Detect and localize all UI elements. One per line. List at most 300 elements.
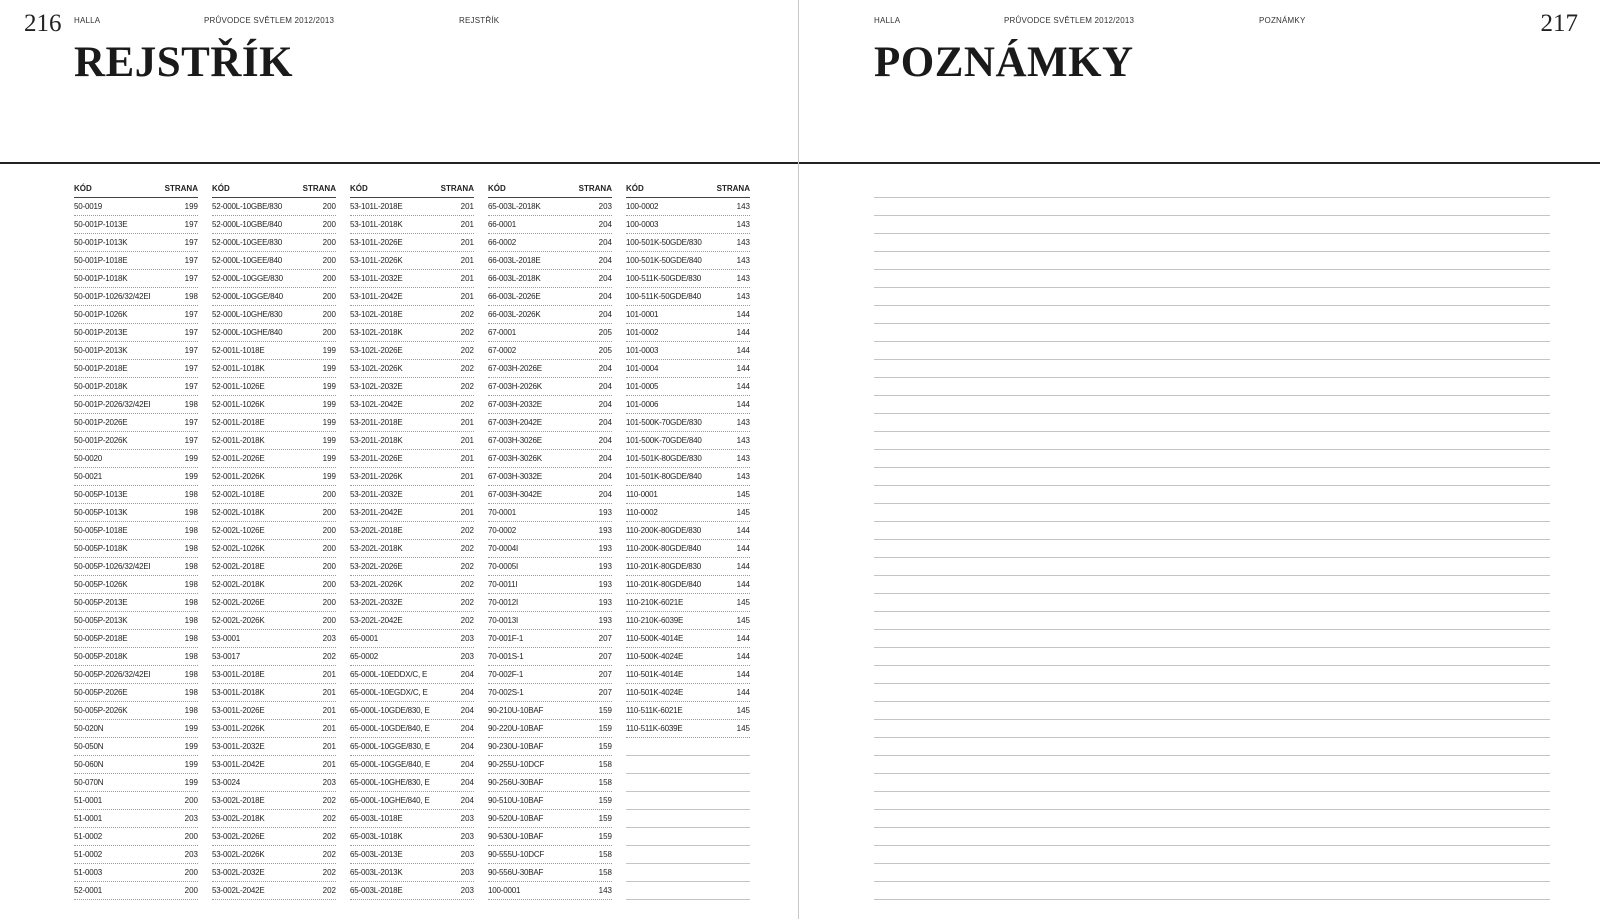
page-reference: 199 [184,724,198,733]
index-row [488,774,612,792]
empty-row [626,810,750,828]
index-row [350,342,474,360]
note-line [874,324,1550,342]
product-code: 50-005P-1013E [74,490,128,499]
page-reference: 144 [736,526,750,535]
note-line [874,216,1550,234]
product-code: 50-001P-1026/32/42EI [74,292,151,301]
product-code: 53-101L-2032E [350,274,403,283]
note-line [874,846,1550,864]
index-row [212,432,336,450]
product-code: 65-000L-10EDDX/C, E [350,670,428,679]
product-code: 90-255U-10DCF [488,760,545,769]
page-reference: 204 [460,724,474,733]
page-reference: 201 [322,706,336,715]
product-code: 110-201K-80GDE/840 [626,580,701,589]
page-reference: 201 [460,508,474,517]
product-code: 50-005P-2026E [74,688,128,697]
product-code: 100-0001 [488,886,521,895]
page-reference: 159 [598,832,612,841]
note-line [874,414,1550,432]
note-line [874,288,1550,306]
product-code: 50-001P-2026/32/42EI [74,400,151,409]
product-code: 90-530U-10BAF [488,832,544,841]
page-reference: 159 [598,814,612,823]
page-reference: 204 [598,454,612,463]
product-code: 110-0002 [626,508,658,517]
product-code: 100-0003 [626,220,659,229]
page-reference: 143 [736,454,750,463]
product-code: 53-202L-2018E [350,526,403,535]
product-code: 52-001L-2018E [212,418,265,427]
empty-row [626,756,750,774]
page-reference: 200 [322,526,336,535]
product-code: 50-001P-2013K [74,346,128,355]
product-code: 66-003L-2026E [488,292,541,301]
product-code: 51-0001 [74,814,102,823]
page-reference: 158 [598,850,612,859]
index-row [350,414,474,432]
page-reference: 202 [460,310,474,319]
page-reference: 203 [460,886,474,895]
index-row [626,594,750,612]
index-row [488,810,612,828]
product-code: 100-511K-50GDE/840 [626,292,701,301]
index-row [626,306,750,324]
index-row [212,846,336,864]
page-reference: 200 [322,580,336,589]
page-reference: 200 [322,508,336,517]
index-row [74,774,198,792]
note-line [874,486,1550,504]
index-row [74,540,198,558]
page-reference: 200 [184,832,198,841]
page-reference: 201 [460,274,474,283]
index-row [488,828,612,846]
product-code: 100-501K-50GDE/830 [626,238,702,247]
page-reference: 199 [322,382,336,391]
note-line [874,684,1550,702]
product-code: 101-0001 [626,310,659,319]
index-row [212,810,336,828]
index-row [488,198,612,216]
page-reference: 201 [322,724,336,733]
page-reference: 144 [736,580,750,589]
index-row [626,576,750,594]
page-reference: 207 [598,688,612,697]
page-reference: 193 [598,508,612,517]
page-reference: 143 [736,274,750,283]
page-reference: 199 [322,364,336,373]
index-row [74,342,198,360]
index-row [74,882,198,900]
product-code: 53-102L-2018K [350,328,403,337]
product-code: 70-002F-1 [488,670,524,679]
index-row [212,378,336,396]
page-reference: 158 [598,868,612,877]
page-reference: 204 [598,490,612,499]
product-code: 53-201L-2018E [350,418,403,427]
product-code: 70-0004I [488,544,518,553]
page-reference: 200 [322,562,336,571]
index-row [350,378,474,396]
product-code: 90-230U-10BAF [488,742,544,751]
page-number: 217 [1540,10,1578,37]
index-row [74,324,198,342]
product-code: 51-0003 [74,868,102,877]
index-row [212,360,336,378]
running-head-section: REJSTŘÍK [459,16,500,25]
index-row [488,342,612,360]
product-code: 53-201L-2026K [350,472,403,481]
index-row [212,774,336,792]
index-row [488,522,612,540]
index-row [74,504,198,522]
index-row [626,414,750,432]
index-row [626,288,750,306]
index-row [212,288,336,306]
page-reference: 159 [598,724,612,733]
index-row [626,630,750,648]
index-row [626,216,750,234]
product-code: 52-002L-2018E [212,562,265,571]
right-page [799,0,1600,919]
note-line [874,576,1550,594]
index-row [74,252,198,270]
product-code: 50-005P-2013E [74,598,128,607]
product-code: 90-210U-10BAF [488,706,544,715]
product-code: 66-0001 [488,220,516,229]
page-reference: 193 [598,544,612,553]
note-line [874,594,1550,612]
page-reference: 199 [322,454,336,463]
page-reference: 203 [460,814,474,823]
product-code: 101-0006 [626,400,659,409]
index-row [74,378,198,396]
page-reference: 203 [460,634,474,643]
product-code: 53-101L-2026E [350,238,403,247]
index-row [212,630,336,648]
page-reference: 144 [736,400,750,409]
index-row [74,846,198,864]
page-reference: 201 [460,292,474,301]
product-code: 101-0002 [626,328,659,337]
index-row [350,270,474,288]
left-page [0,0,798,919]
index-row [350,216,474,234]
product-code: 66-003L-2026K [488,310,541,319]
product-code: 110-511K-6039E [626,724,683,733]
product-code: 70-0001 [488,508,516,517]
product-code: 70-0002 [488,526,516,535]
running-head-book-title: PRŮVODCE SVĚTLEM 2012/2013 [204,16,335,25]
page-reference: 202 [460,544,474,553]
index-row [488,432,612,450]
page-reference: 198 [184,544,198,553]
page-reference: 202 [460,382,474,391]
empty-row [626,864,750,882]
page-reference: 201 [322,688,336,697]
index-row [350,486,474,504]
page-reference: 207 [598,634,612,643]
index-row [212,324,336,342]
page-reference: 199 [184,472,198,481]
index-row [350,702,474,720]
product-code: 53-001L-2026E [212,706,265,715]
note-line [874,792,1550,810]
empty-row [626,738,750,756]
product-code: 110-200K-80GDE/830 [626,526,701,535]
page-reference: 159 [598,796,612,805]
page-reference: 201 [322,670,336,679]
page-reference: 200 [322,202,336,211]
product-code: 53-201L-2018K [350,436,403,445]
note-line [874,882,1550,900]
page-reference: 193 [598,562,612,571]
index-row [212,234,336,252]
index-row [488,360,612,378]
product-code: 65-003L-1018K [350,832,403,841]
page-reference: 197 [184,364,198,373]
product-code: 53-0017 [212,652,240,661]
index-row [212,666,336,684]
index-row [212,468,336,486]
index-row [626,360,750,378]
product-code: 52-000L-10GBE/840 [212,220,282,229]
product-code: 70-001S-1 [488,652,524,661]
note-line [874,198,1550,216]
note-line [874,702,1550,720]
index-row [74,198,198,216]
product-code: 53-101L-2018E [350,202,403,211]
page-reference: 204 [598,220,612,229]
product-code: 65-003L-2018K [488,202,541,211]
index-row [626,252,750,270]
header-page-label: STRANA [164,184,198,193]
index-row [626,558,750,576]
page-reference: 199 [322,346,336,355]
product-code: 53-201L-2032E [350,490,403,499]
index-row [212,558,336,576]
product-code: 53-102L-2032E [350,382,403,391]
product-code: 50-001P-2026K [74,436,128,445]
index-row [212,684,336,702]
page-reference: 198 [184,400,198,409]
page-reference: 199 [184,742,198,751]
index-row [74,216,198,234]
product-code: 52-001L-1018K [212,364,265,373]
page-reference: 203 [322,634,336,643]
page-number: 216 [24,10,62,37]
header-code-label: KÓD [212,184,230,193]
index-row [74,558,198,576]
index-row [488,702,612,720]
page-reference: 198 [184,706,198,715]
product-code: 50-001P-2013E [74,328,128,337]
index-row [350,810,474,828]
page-reference: 143 [736,238,750,247]
index-row [488,396,612,414]
index-row [488,450,612,468]
index-row [350,324,474,342]
empty-row [626,774,750,792]
running-head-publisher: HALLA [874,16,901,25]
index-row [212,198,336,216]
index-row [626,504,750,522]
product-code: 50-005P-1018E [74,526,128,535]
page-reference: 204 [598,472,612,481]
note-line [874,396,1550,414]
page-reference: 199 [184,760,198,769]
index-row [350,432,474,450]
index-row [212,576,336,594]
product-code: 65-000L-10GHE/830, E [350,778,430,787]
product-code: 52-000L-10GHE/840 [212,328,283,337]
index-row [74,738,198,756]
index-row [626,378,750,396]
product-code: 65-003L-2018E [350,886,403,895]
page-reference: 201 [460,454,474,463]
page-reference: 197 [184,220,198,229]
index-row [626,540,750,558]
note-line [874,306,1550,324]
product-code: 67-003H-2026K [488,382,542,391]
index-row [350,612,474,630]
note-line [874,432,1550,450]
page-reference: 199 [184,202,198,211]
page-reference: 204 [460,778,474,787]
page-reference: 202 [322,652,336,661]
index-column-header [350,180,474,198]
product-code: 53-001L-2032E [212,742,265,751]
page-reference: 144 [736,688,750,697]
page-reference: 203 [322,778,336,787]
product-code: 70-0013I [488,616,518,625]
product-code: 50-020N [74,724,104,733]
page-reference: 202 [322,814,336,823]
index-row [488,234,612,252]
page-reference: 198 [184,616,198,625]
index-row [74,288,198,306]
header-code-label: KÓD [350,184,368,193]
index-row [212,396,336,414]
product-code: 50-001P-2018E [74,364,128,373]
product-code: 70-001F-1 [488,634,524,643]
page-reference: 203 [184,850,198,859]
index-row [626,684,750,702]
page-reference: 201 [460,490,474,499]
product-code: 52-0001 [74,886,102,895]
note-line [874,612,1550,630]
page-reference: 193 [598,526,612,535]
index-row [488,594,612,612]
index-row [74,612,198,630]
running-head-publisher: HALLA [74,16,101,25]
page-reference: 204 [460,670,474,679]
index-row [212,270,336,288]
note-line [874,468,1550,486]
index-row [626,396,750,414]
index-row [74,666,198,684]
note-line [874,540,1550,558]
index-row [350,864,474,882]
product-code: 50-0021 [74,472,102,481]
product-code: 53-002L-2032E [212,868,265,877]
page-reference: 205 [598,328,612,337]
page-reference: 193 [598,580,612,589]
empty-row [626,882,750,900]
page-reference: 144 [736,346,750,355]
index-column-header [212,180,336,198]
running-head-section: POZNÁMKY [1259,16,1306,25]
page-reference: 143 [736,256,750,265]
page-reference: 145 [736,724,750,733]
page-reference: 143 [736,202,750,211]
page-reference: 144 [736,310,750,319]
page-reference: 200 [184,796,198,805]
index-row [212,486,336,504]
product-code: 65-003L-1018E [350,814,403,823]
product-code: 67-003H-3026E [488,436,542,445]
index-row [74,396,198,414]
index-row [626,432,750,450]
index-row [350,396,474,414]
product-code: 53-001L-2026K [212,724,265,733]
note-line [874,522,1550,540]
index-row [350,522,474,540]
product-code: 50-005P-2026K [74,706,128,715]
product-code: 50-001P-1018K [74,274,128,283]
page-reference: 203 [460,868,474,877]
page-reference: 159 [598,706,612,715]
page-reference: 202 [460,598,474,607]
product-code: 90-220U-10BAF [488,724,544,733]
product-code: 110-210K-6021E [626,598,684,607]
product-code: 53-001L-2018E [212,670,265,679]
product-code: 52-002L-1018E [212,490,265,499]
product-code: 101-500K-70GDE/830 [626,418,702,427]
index-row [488,414,612,432]
note-line [874,504,1550,522]
index-row [74,864,198,882]
page-reference: 202 [460,346,474,355]
page-reference: 198 [184,508,198,517]
page-reference: 199 [322,418,336,427]
page-reference: 204 [598,274,612,283]
index-row [488,270,612,288]
index-row [350,198,474,216]
index-row [350,576,474,594]
product-code: 50-001P-1013K [74,238,128,247]
product-code: 100-501K-50GDE/840 [626,256,702,265]
notes-lines [874,180,1550,900]
index-row [350,594,474,612]
note-line [874,558,1550,576]
product-code: 100-511K-50GDE/830 [626,274,701,283]
product-code: 52-002L-2018K [212,580,265,589]
page-reference: 205 [598,346,612,355]
index-column-header [488,180,612,198]
note-line [874,342,1550,360]
index-row [74,630,198,648]
product-code: 65-003L-2013K [350,868,403,877]
product-code: 52-001L-1026K [212,400,265,409]
page-reference: 143 [736,292,750,301]
index-row [350,630,474,648]
product-code: 52-000L-10GGE/830 [212,274,283,283]
product-code: 53-101L-2026K [350,256,403,265]
product-code: 52-000L-10GHE/830 [212,310,283,319]
